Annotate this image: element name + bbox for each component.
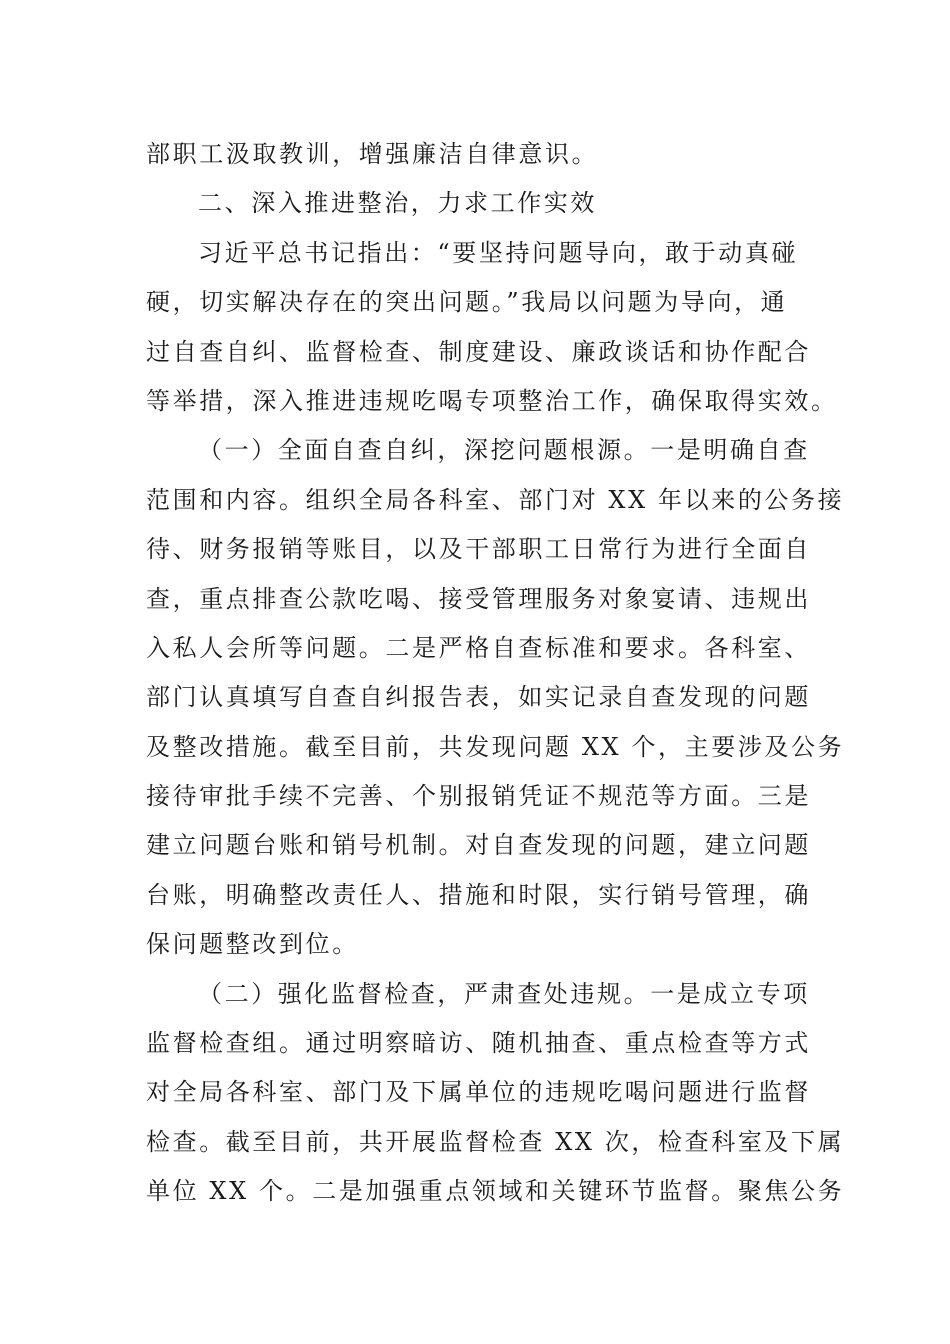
text-line: 待、财务报销等账目，以及干部职工日常行为进行全面自 (146, 535, 811, 564)
text-line: 单位 XX 个。二是加强重点领域和关键环节监督。聚焦公务 (146, 1177, 845, 1206)
text-line: 接待审批手续不完善、个别报销凭证不规范等方面。三是 (146, 782, 811, 811)
text-line: 等举措，深入推进违规吃喝专项整治工作，确保取得实效。 (146, 386, 838, 415)
text-line: 监督检查组。通过明察暗访、随机抽查、重点检查等方式 (146, 1029, 811, 1058)
text-line: 查，重点排查公款吃喝、接受管理服务对象宴请、违规出 (146, 584, 811, 613)
text-line: 对全局各科室、部门及下属单位的违规吃喝问题进行监督 (146, 1078, 811, 1107)
text-line: 部门认真填写自查自纠报告表，如实记录自查发现的问题 (146, 683, 811, 712)
text-line: 硬，切实解决存在的突出问题。”我局以问题为导向，通 (146, 288, 788, 317)
text-line: 建立问题台账和销号机制。对自查发现的问题，建立问题 (146, 831, 811, 860)
text-line: 保问题整改到位。 (146, 930, 359, 959)
text-line: 习近平总书记指出：“要坚持问题导向，敢于动真碰 (198, 238, 799, 267)
text-line: 入私人会所等问题。二是严格自查标准和要求。各科室、 (146, 633, 811, 662)
document-body (146, 130, 845, 1217)
text-line: 范围和内容。组织全局各科室、部门对 XX 年以来的公务接 (146, 485, 845, 514)
text-line: 及整改措施。截至目前，共发现问题 XX 个，主要涉及公务 (146, 732, 845, 761)
text-line: 过自查自纠、监督检查、制度建设、廉政谈话和协作配合 (146, 337, 811, 366)
subsection-line: （一）全面自查自纠，深挖问题根源。一是明确自查 (198, 436, 810, 465)
subsection-line: （二）强化监督检查，严肃查处违规。一是成立专项 (198, 979, 810, 1008)
text-line: 检查。截至目前，共开展监督检查 XX 次，检查科室及下属 (146, 1127, 845, 1156)
text-line: 台账，明确整改责任人、措施和时限，实行销号管理，确 (146, 880, 811, 909)
text-line: 部职工汲取教训，增强廉洁自律意识。 (146, 140, 599, 168)
section-heading: 二、深入推进整治，力求工作实效 (198, 189, 597, 218)
